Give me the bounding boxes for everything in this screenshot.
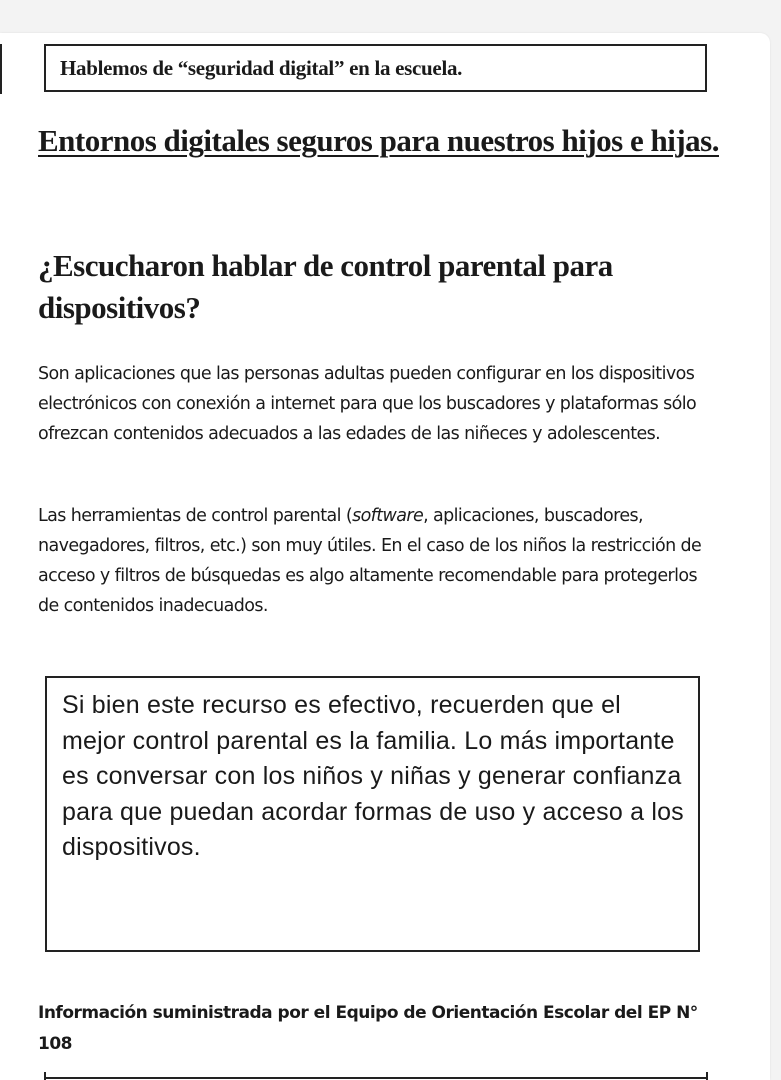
paragraph-tools bbox=[38, 501, 718, 621]
highlight-box bbox=[45, 676, 700, 952]
paragraph-tools-italic: software bbox=[352, 506, 424, 526]
bottom-frame-tick-right bbox=[706, 1072, 708, 1080]
paragraph-tools-start: Las herramientas de control parental ( bbox=[38, 506, 353, 526]
page-title: Entornos digitales seguros para nuestros hijos e hijas. bbox=[38, 123, 719, 158]
bottom-frame-tick-left bbox=[44, 1072, 46, 1080]
highlight-text: Si bien este recurso es efectivo, recuerden que el mejor control parental es la familia. Lo más importante es conversar con los niños y niñas y generar confianza para que puedan acordar formas de uso y acceso a los dispositivos. bbox=[62, 691, 684, 861]
bottom-frame-edge bbox=[44, 1072, 708, 1080]
paragraph-intro: Son aplicaciones que las personas adultas pueden configurar en los dispositivos electrónicos con conexión a internet para que los buscadores y plataformas sólo ofrezcan contenidos adecuados a las edades de las niñeces y adolescentes. bbox=[38, 364, 697, 444]
paragraph-tools-end: , aplicaciones, buscadores, navegadores, filtros, etc.) son muy útiles. En el caso de los niños la restricción de acceso y filtros de búsquedas es algo altamente recomendable para protegerlos de contenidos inadecuados. bbox=[38, 506, 702, 616]
left-edge-mark bbox=[0, 44, 2, 94]
header-text: Hablemos de “seguridad digital” en la escuela. bbox=[60, 55, 463, 80]
header-box bbox=[44, 44, 707, 92]
bottom-frame-line bbox=[44, 1077, 708, 1079]
question-heading: ¿Escucharon hablar de control parental para dispositivos? bbox=[38, 248, 613, 325]
source-footer: Información suministrada por el Equipo de Orientación Escolar del EP N° 108 bbox=[38, 1003, 698, 1054]
